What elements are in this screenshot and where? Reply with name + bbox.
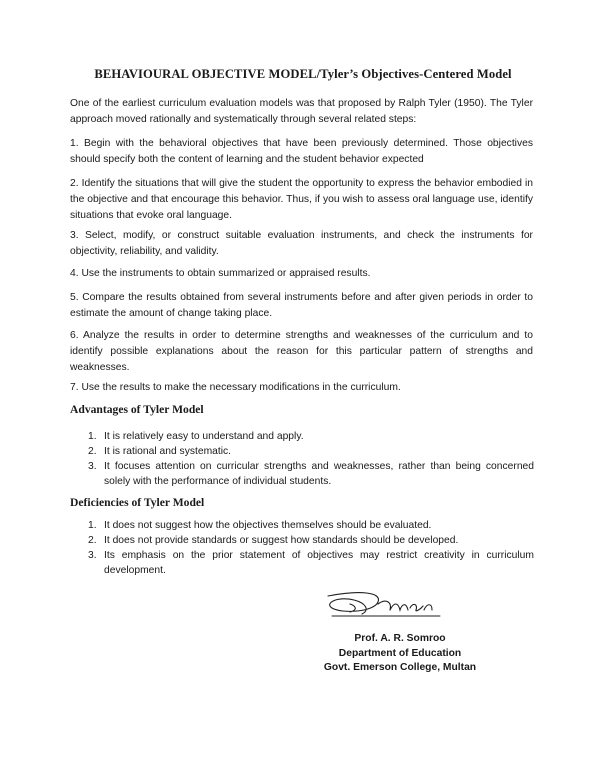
signature-block <box>300 632 500 676</box>
intro-paragraph: One of the earliest curriculum evaluation models was that proposed by Ralph Tyler (1950). The Tyler approach moved rationally and systematically through several related steps: <box>70 98 533 125</box>
step-7: 7. Use the results to make the necessary modifications in the curriculum. <box>70 382 401 393</box>
list-item <box>88 518 534 533</box>
list-number: 1. <box>88 431 97 442</box>
list-item <box>88 548 534 578</box>
list-item <box>88 459 534 489</box>
list-text: It is rational and systematic. <box>104 446 232 457</box>
list-text: It does not suggest how the objectives themselves should be evaluated. <box>104 520 432 531</box>
document-title: BEHAVIOURAL OBJECTIVE MODEL/Tyler’s Objectives-Centered Model <box>94 67 512 81</box>
step-6: 6. Analyze the results in order to determine strengths and weaknesses of the curriculum and to identify possible explanations about the reason for this particular pattern of strengths and weaknesses. <box>70 330 533 373</box>
list-item <box>88 429 534 444</box>
deficiencies-heading: Deficiencies of Tyler Model <box>70 496 205 509</box>
advantages-list <box>88 429 534 489</box>
list-number: 1. <box>88 520 97 531</box>
list-text: Its emphasis on the prior statement of objectives may restrict creativity in curriculum development. <box>104 550 534 576</box>
signatory-name: Prof. A. R. Somroo <box>354 633 446 644</box>
list-text: It is relatively easy to understand and apply. <box>104 431 304 442</box>
handwritten-signature <box>320 588 450 624</box>
step-1: 1. Begin with the behavioral objectives that have been previously determined. Those objectives should specify both the content of learning and the student behavior expected <box>70 138 533 165</box>
list-text: It focuses attention on curricular strengths and weaknesses, rather than being concerned solely with the performance of individual students. <box>104 461 534 487</box>
list-item <box>88 533 534 548</box>
step-3: 3. Select, modify, or construct suitable evaluation instruments, and check the instruments for objectivity, reliability, and validity. <box>70 230 533 257</box>
list-number: 2. <box>88 535 97 546</box>
list-number: 3. <box>88 461 97 472</box>
deficiencies-list <box>88 518 534 578</box>
list-item <box>88 444 534 459</box>
list-number: 2. <box>88 446 97 457</box>
signatory-college: Govt. Emerson College, Multan <box>323 662 477 673</box>
list-text: It does not provide standards or suggest how standards should be developed. <box>104 535 459 546</box>
list-number: 3. <box>88 550 97 561</box>
signatory-department: Department of Education <box>338 647 462 659</box>
step-2: 2. Identify the situations that will give the student the opportunity to express the behavior embodied in the objective and that encourage this behavior. Thus, if you wish to assess oral language use, identify situations that evoke oral language. <box>70 178 533 221</box>
advantages-heading: Advantages of Tyler Model <box>70 403 204 416</box>
step-4: 4. Use the instruments to obtain summarized or appraised results. <box>70 268 371 279</box>
step-5: 5. Compare the results obtained from several instruments before and after given periods in order to estimate the amount of change taking place. <box>70 292 533 319</box>
